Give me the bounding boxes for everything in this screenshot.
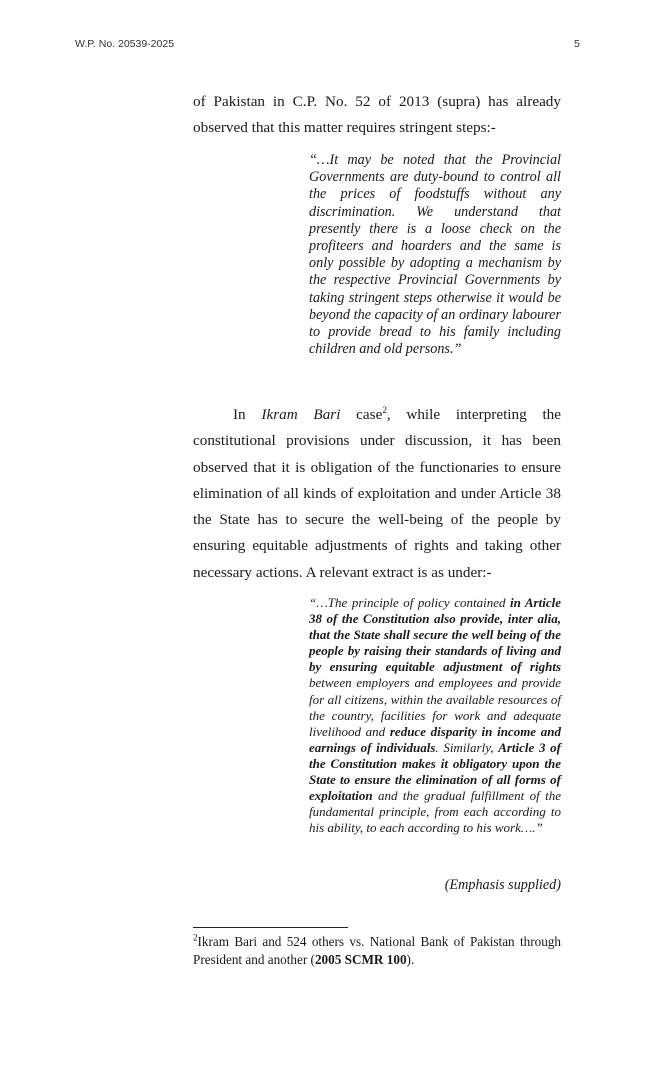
quote-2-segment-4: and the gradual fulfillment of the fundamental principle, from each according to his ability, to each according to his work….” — [309, 788, 561, 836]
footnote-end: ). — [406, 951, 415, 967]
case-word: case — [340, 406, 383, 423]
quote-2-bold-3: Article 3 of the Constitution makes it obligatory upon the State to ensure the elimination of all forms of exploitation — [309, 739, 561, 804]
footnote — [193, 933, 561, 968]
quote-2-segment-3: . Similarly, — [435, 739, 499, 755]
case-number-header: W.P. No. 20539-2025 — [75, 38, 175, 50]
quote-2-bold-2: reduce disparity in income and earnings of individuals — [309, 723, 561, 755]
page-number: 5 — [574, 38, 580, 50]
paragraph-1: of Pakistan in C.P. No. 52 of 2013 (supra) has already observed that this matter requires stringent steps:- — [193, 93, 561, 137]
quote-2-bold-1: in Article 38 of the Constitution also provide, inter alia, that the State shall secure the well being of the people by raising their standards of living and by ensuring equitable adjustment of rights — [309, 595, 561, 675]
case-name: Ikram Bari — [261, 406, 341, 423]
footnote-reference[interactable]: 2 — [382, 404, 387, 415]
paragraph-2-lead: In — [233, 406, 262, 423]
footnote-divider — [193, 927, 348, 928]
quote-2-segment-2: between employers and employees and provide for all citizens, within the available resources of the country, facilities for work and adequate livelihood and — [309, 675, 561, 739]
emphasis-note: (Emphasis supplied) — [444, 877, 561, 893]
block-quote-1: “…It may be noted that the Provincial Governments are duty-bound to control all the prices of foodstuffs without any discrimination. We understand that presently there is a loose check on the profiteers and hoarders and the same is only possible by adopting a mechanism by the respective Provincial Governments by taking stringent steps otherwise it would be beyond the capacity of an ordinary labourer to provide bread to his family including children and old persons.” — [309, 152, 561, 358]
footnote-number: 2 — [193, 932, 198, 943]
footnote-text: Ikram Bari and 524 others vs. National Bank of Pakistan through President and another ( — [193, 934, 561, 967]
block-quote-2 — [309, 595, 561, 836]
paragraph-2-rest: , while interpreting the constitutional provisions under discussion, it has been observed that it is obligation of the functionaries to ensure elimination of all kinds of exploitation and under Article 38 the State has to secure the well-being of the people by ensuring equitable adjustments of rights and taking other necessary actions. A relevant extract is as under:- — [193, 406, 562, 581]
quote-2-segment-1: “…The principle of policy contained — [309, 595, 510, 610]
paragraph-2 — [193, 402, 561, 586]
footnote-citation: 2005 SCMR 100 — [314, 951, 407, 967]
